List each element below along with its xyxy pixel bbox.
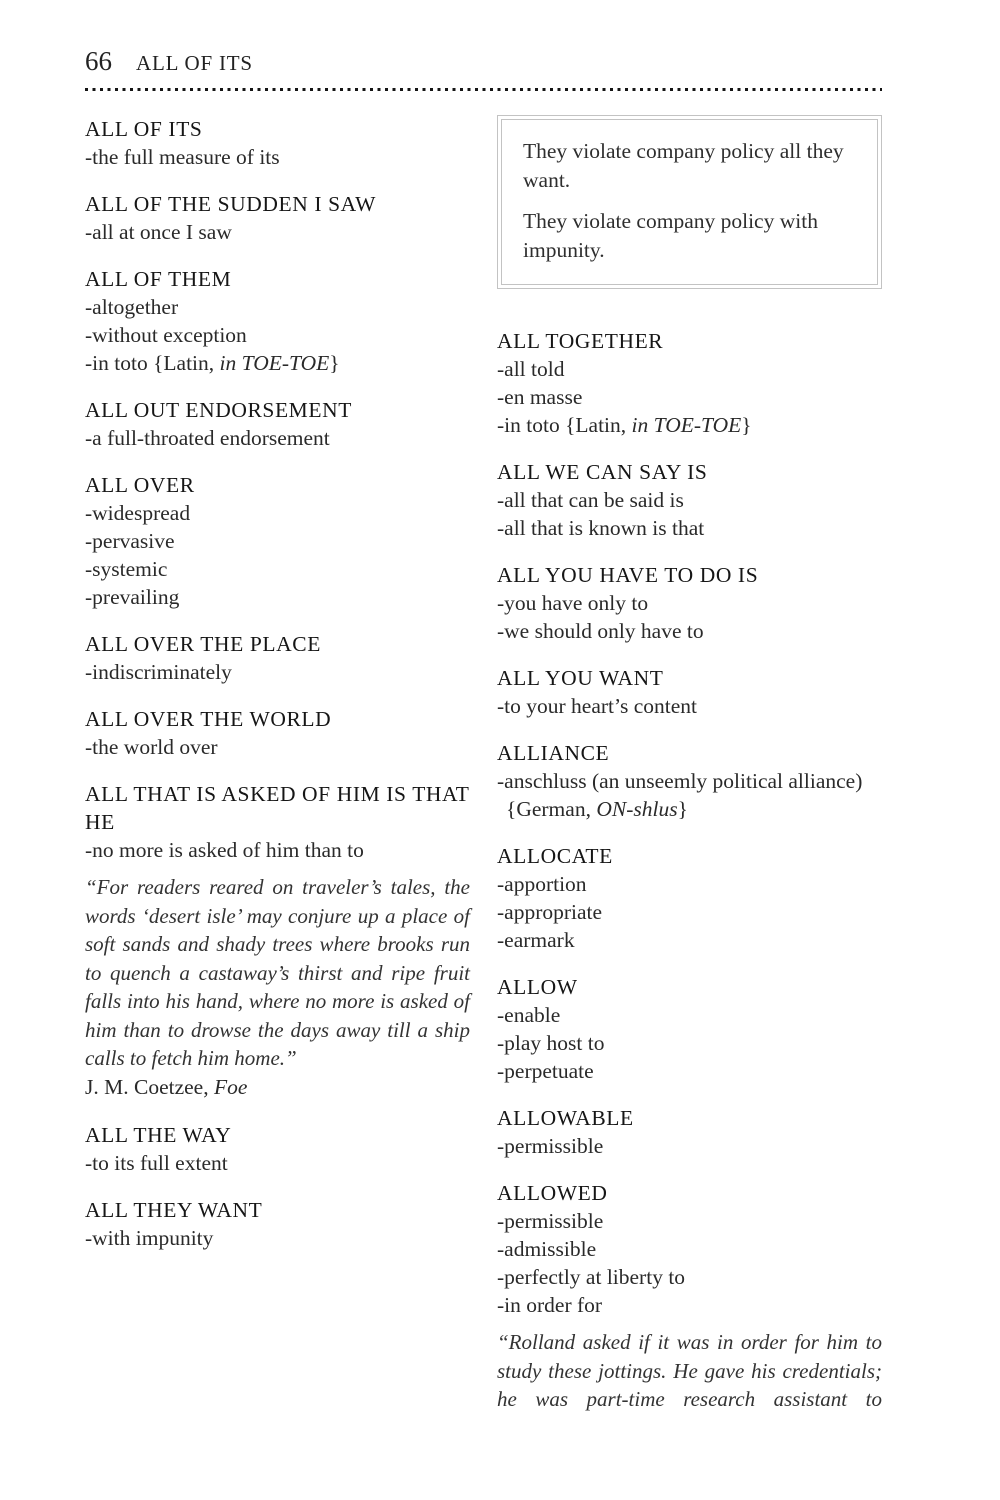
- entry: [497, 458, 882, 542]
- headword: ALL OF THE SUDDEN I SAW: [85, 192, 376, 216]
- definition: [497, 692, 882, 720]
- definition: [85, 349, 470, 377]
- text: -altogether: [85, 295, 179, 319]
- definition: [497, 1001, 882, 1029]
- definition: [497, 411, 882, 439]
- entry: [497, 739, 882, 823]
- text: }: [741, 413, 752, 437]
- example-box: [497, 115, 882, 289]
- headword: ALL OVER THE PLACE: [85, 632, 321, 656]
- entry: [85, 705, 470, 761]
- entry: [85, 471, 470, 611]
- text: }: [677, 797, 688, 821]
- text: -all that can be said is: [497, 488, 684, 512]
- definition: [497, 514, 882, 542]
- text: -enable: [497, 1003, 561, 1027]
- column-right: [497, 115, 882, 1433]
- headword: ALL TOGETHER: [497, 329, 664, 353]
- example-sentence: They violate company policy with impunity.: [523, 209, 818, 262]
- italic-text: Foe: [213, 1074, 248, 1099]
- definition: [85, 424, 470, 452]
- text: -pervasive: [85, 529, 175, 553]
- definition: [497, 1263, 882, 1291]
- definition: [85, 1149, 470, 1177]
- definition: [85, 218, 470, 246]
- headword: ALLOW: [497, 975, 578, 999]
- headword: ALL YOU HAVE TO DO IS: [497, 563, 759, 587]
- example-sentence: They violate company policy all they want.: [523, 139, 844, 192]
- text: -you have only to: [497, 591, 649, 615]
- definition: [497, 1057, 882, 1085]
- entry: [85, 630, 470, 686]
- entry: [85, 190, 470, 246]
- definition: [497, 383, 882, 411]
- text: -indiscriminately: [85, 660, 232, 684]
- entry: [497, 842, 882, 954]
- definition: [85, 1224, 470, 1252]
- text: -without exception: [85, 323, 247, 347]
- definition: [85, 555, 470, 583]
- definition: [85, 836, 470, 864]
- text: -prevailing: [85, 585, 180, 609]
- text: -play host to: [497, 1031, 605, 1055]
- entry: [497, 1179, 882, 1414]
- columns: [85, 115, 882, 1433]
- text: -admissible: [497, 1237, 597, 1261]
- page-number: 66: [85, 46, 112, 76]
- text: -permissible: [497, 1209, 604, 1233]
- definition: [85, 658, 470, 686]
- headword: ALL OVER THE WORLD: [85, 707, 332, 731]
- definition: [85, 527, 470, 555]
- definition: [85, 143, 470, 171]
- text: -perpetuate: [497, 1059, 594, 1083]
- italic-text: in TOE-TOE: [631, 413, 742, 437]
- headword: ALLOWED: [497, 1181, 608, 1205]
- definition: [497, 1207, 882, 1235]
- text: J. M. Coetzee,: [85, 1074, 214, 1099]
- text: -in toto {Latin,: [497, 413, 632, 437]
- headword: ALL OUT ENDORSEMENT: [85, 398, 352, 422]
- italic-text: in TOE-TOE: [219, 351, 330, 375]
- text: -we should only have to: [497, 619, 704, 643]
- text: -all told: [497, 357, 565, 381]
- definition: [497, 870, 882, 898]
- headword: ALL OF ITS: [85, 117, 203, 141]
- headword: ALL THEY WANT: [85, 1197, 263, 1222]
- italic-text: ON-shlus: [596, 797, 678, 821]
- text: -en masse: [497, 385, 583, 409]
- quote-attribution: [85, 1073, 470, 1102]
- usage-quote: “For readers reared on traveler’s tales, the words ‘desert isle’ may conjure up a place of soft sands and shady trees where brooks run to quench a castaway’s thirst and ripe fruit falls into his hand, where no more is asked of him than to drowse the days away till a ship calls to fetch him home.”: [85, 875, 470, 1070]
- running-header: [85, 46, 882, 77]
- definition: [497, 486, 882, 514]
- definition: [85, 583, 470, 611]
- usage-quote: “Rolland asked if it was in order for him to study these jottings. He gave his credentials; he was part-time research assistant to: [497, 1330, 882, 1411]
- definition: [497, 617, 882, 645]
- headword: ALL THAT IS ASKED OF HIM IS THAT HE: [85, 782, 470, 834]
- entry: [497, 327, 882, 439]
- text: -anschluss (an unseemly political alliance) {German,: [497, 769, 863, 821]
- definition: [85, 293, 470, 321]
- entry: [85, 115, 470, 171]
- definition: [497, 898, 882, 926]
- text: -no more is asked of him than to: [85, 838, 364, 862]
- headword: ALL OF THEM: [85, 267, 232, 291]
- text: -systemic: [85, 557, 168, 581]
- running-head: ALL OF ITS: [136, 51, 253, 75]
- text: -widespread: [85, 501, 191, 525]
- entry: [497, 973, 882, 1085]
- entry: [85, 1196, 470, 1252]
- definition: [497, 1132, 882, 1160]
- entry: [497, 664, 882, 720]
- definition: [497, 767, 882, 823]
- definition: [497, 589, 882, 617]
- text: -in toto {Latin,: [85, 351, 220, 375]
- text: -the full measure of its: [85, 145, 280, 169]
- definition: [497, 1235, 882, 1263]
- text: -to its full extent: [85, 1150, 228, 1175]
- dotted-rule: [85, 88, 882, 91]
- text: -all at once I saw: [85, 220, 232, 244]
- entry: [85, 396, 470, 452]
- definition: [497, 1291, 882, 1319]
- definition: [497, 355, 882, 383]
- headword: ALL OVER: [85, 473, 195, 497]
- text: -earmark: [497, 928, 575, 952]
- example-box-inner: [501, 119, 878, 285]
- text: -a full-throated endorsement: [85, 426, 330, 450]
- text: -apportion: [497, 872, 587, 896]
- definition: [85, 733, 470, 761]
- headword: ALL WE CAN SAY IS: [497, 460, 708, 484]
- text: -the world over: [85, 735, 218, 759]
- text: -perfectly at liberty to: [497, 1265, 686, 1289]
- text: -appropriate: [497, 900, 603, 924]
- text: -permissible: [497, 1134, 604, 1158]
- definition: [497, 926, 882, 954]
- headword: ALLOWABLE: [497, 1106, 634, 1130]
- headword: ALL THE WAY: [85, 1122, 232, 1147]
- entry: [85, 265, 470, 377]
- definition: [85, 499, 470, 527]
- definition: [85, 321, 470, 349]
- text: -to your heart’s content: [497, 694, 698, 718]
- text: -in order for: [497, 1293, 603, 1317]
- text: }: [329, 351, 340, 375]
- column-left: [85, 115, 470, 1433]
- headword: ALLOCATE: [497, 844, 613, 868]
- headword: ALL YOU WANT: [497, 666, 664, 690]
- entry: [85, 780, 470, 1102]
- entry: [497, 561, 882, 645]
- headword: ALLIANCE: [497, 741, 610, 765]
- text: -all that is known is that: [497, 516, 705, 540]
- entry: [85, 1121, 470, 1177]
- definition: [497, 1029, 882, 1057]
- entry: [497, 1104, 882, 1160]
- text: -with impunity: [85, 1225, 214, 1250]
